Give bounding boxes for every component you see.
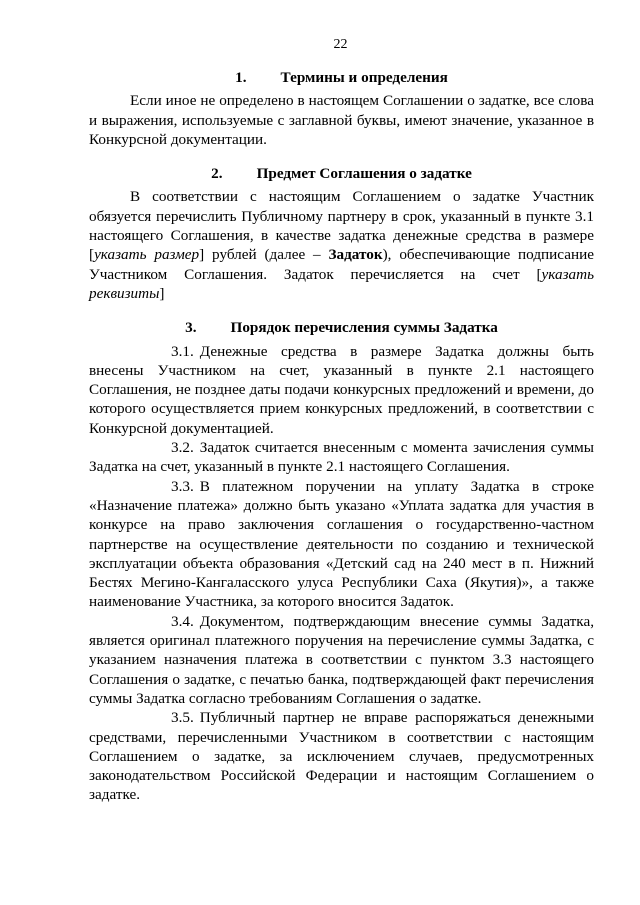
section-title: Термины и определения bbox=[280, 69, 448, 86]
clause-text: Задаток считается внесенным с момента зачисления суммы Задатка на счет, указанный в пункте 2.1 настоящего Соглашения. bbox=[89, 439, 594, 476]
clause-paragraph bbox=[89, 342, 594, 438]
clause-paragraph bbox=[89, 708, 594, 804]
paragraph: Если иное не определено в настоящем Соглашении о задатке, все слова и выражения, используемые с заглавной буквы, имеют значение, указанное в Конкурсной документации. bbox=[89, 92, 594, 148]
clause-number: 3.2. bbox=[171, 439, 194, 457]
clause-number: 3.3. bbox=[171, 477, 194, 495]
section-number: 2. bbox=[211, 165, 223, 183]
section-number: 1. bbox=[235, 69, 247, 86]
page-number: 22 bbox=[333, 37, 348, 52]
clause-text: Документом, подтверждающим внесение суммы Задатка, является оригинал платежного поручения на перечисление суммы Задатка, с указанием назначения платежа в соответствии с пунктом 3.3 настоящего Соглашения о задатке, с печатью банка, подтверждающей факт перечисления суммы Задатка согласно требованиям Соглашения о задатке. bbox=[89, 612, 594, 707]
section-title: Предмет Соглашения о задатке bbox=[256, 165, 472, 183]
clause-text: Денежные средства в размере Задатка должны быть внесены Участником на счет, указанный в пункте 2.1 настоящего Соглашения, не позднее даты подачи конкурсных предложений и времени, до которого осуществляется прием конкурсных предложений, в соответствии с Конкурсной документацией. bbox=[89, 342, 594, 437]
section-heading bbox=[89, 318, 594, 337]
section-number: 3. bbox=[185, 319, 197, 337]
text-run: В соответствии с настоящим Соглашением о задатке Участник обязуется перечислить Публичному партнеру в срок, указанный в пункте 3.1 настоящего Соглашения, в качестве задатка денежные средства в размере [ bbox=[89, 188, 594, 264]
section-heading bbox=[89, 164, 594, 183]
section-subject bbox=[89, 164, 594, 303]
placeholder-requisites: указать реквизиты bbox=[89, 265, 594, 302]
clause-number: 3.4. bbox=[171, 612, 194, 630]
text-run: ] рублей (далее – bbox=[199, 246, 329, 264]
text-run: ), обеспечивающие подписание Участником Соглашения. Задаток перечисляется на счет [ bbox=[89, 246, 594, 283]
text-run: ] bbox=[159, 284, 165, 302]
clause-number: 3.5. bbox=[171, 709, 194, 727]
section-terms bbox=[89, 68, 594, 149]
section-procedure bbox=[89, 318, 594, 804]
paragraph bbox=[89, 187, 594, 303]
section-title: Порядок перечисления суммы Задатка bbox=[230, 319, 498, 337]
clause-number: 3.1. bbox=[171, 342, 194, 360]
clause-paragraph bbox=[89, 612, 594, 708]
placeholder-amount: указать размер bbox=[94, 246, 200, 264]
section-heading bbox=[89, 68, 594, 87]
clause-paragraph bbox=[89, 477, 594, 612]
defined-term: Задаток bbox=[328, 246, 383, 264]
clause-text: В платежном поручении на уплату Задатка в строке «Назначение платежа» должно быть указано «Уплата задатка для участия в конкурсе на право заключения соглашения о государственно-частном партнерстве на осуществление деятельности по созданию и технической эксплуатации объекта образования «Детский сад на 240 мест в п. Нижний Бестях Мегино-Кангаласского улуса Республики Саха (Якутия)», а также наименование Участника, за которого вносится Задаток. bbox=[89, 477, 594, 611]
clause-text: Публичный партнер не вправе распоряжаться денежными средствами, перечисленными Участником в соответствии с настоящим Соглашением о задатке, за исключением случаев, предусмотренных законодательством Российской Федерации и настоящим Соглашением о задатке. bbox=[89, 709, 594, 804]
clause-paragraph bbox=[89, 438, 594, 477]
